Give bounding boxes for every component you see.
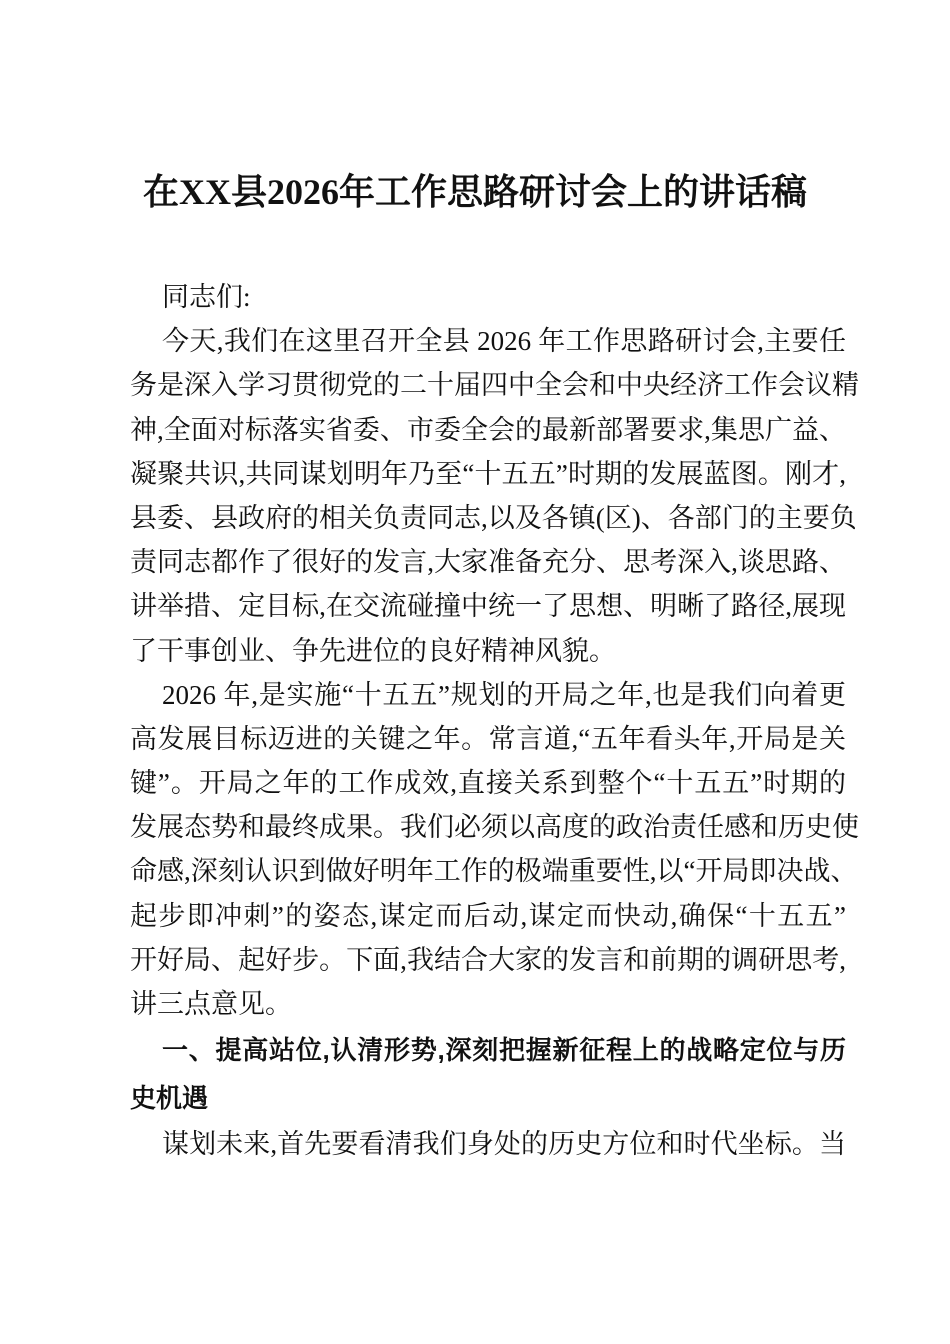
text-line: 键”。开局之年的工作成效,直接关系到整个“十五五”时期的: [130, 768, 846, 799]
text-line: 务是深入学习贯彻党的二十届四中全会和中央经济工作会议精: [130, 370, 859, 401]
paragraph-final: [130, 1122, 846, 1166]
text-line: 了干事创业、争先进位的良好精神风貌。: [130, 635, 616, 666]
text-line: 命感,深刻认识到做好明年工作的极端重要性,以“开局即决战、: [130, 856, 858, 887]
text-line: 开好局、起好步。下面,我结合大家的发言和前期的调研思考,: [130, 944, 846, 975]
text-line: 县委、县政府的相关负责同志,以及各镇(区)、各部门的主要负: [130, 502, 857, 533]
text-line: 凝聚共识,共同谋划明年乃至“十五五”时期的发展蓝图。刚才,: [130, 458, 846, 489]
document-title: 在XX县2026年工作思路研讨会上的讲话稿: [143, 172, 807, 212]
text-line: 神,全面对标落实省委、市委全会的最新部署要求,集思广益、: [130, 414, 846, 445]
text-line: 讲举措、定目标,在交流碰撞中统一了思想、明晰了路径,展现: [130, 591, 846, 622]
text-line: 今天,我们在这里召开全县 2026 年工作思路研讨会,主要任: [162, 326, 846, 357]
text-line: 高发展目标迈进的关键之年。常言道,“五年看头年,开局是关: [130, 723, 846, 754]
text-line: 2026 年,是实施“十五五”规划的开局之年,也是我们向着更: [162, 679, 846, 710]
text-line: 起步即冲刺”的姿态,谋定而后动,谋定而快动,确保“十五五”: [130, 900, 846, 931]
section-heading: [130, 1026, 846, 1122]
document-body: [130, 275, 859, 1166]
text-line: 谋划未来,首先要看清我们身处的历史方位和时代坐标。当: [162, 1129, 846, 1160]
paragraph-2026: [130, 673, 859, 1027]
text-line: 讲三点意见。: [130, 989, 292, 1019]
text-line: 发展态势和最终成果。我们必须以高度的政治责任感和历史使: [130, 812, 859, 843]
salutation: 同志们:: [162, 282, 251, 312]
text-line: 责同志都作了很好的发言,大家准备充分、思考深入,谈思路、: [130, 547, 846, 578]
paragraph-intro: [130, 319, 859, 673]
heading-line: 一、提高站位,认清形势,深刻把握新征程上的战略定位与历: [162, 1035, 846, 1066]
heading-line: 史机遇: [130, 1083, 209, 1114]
